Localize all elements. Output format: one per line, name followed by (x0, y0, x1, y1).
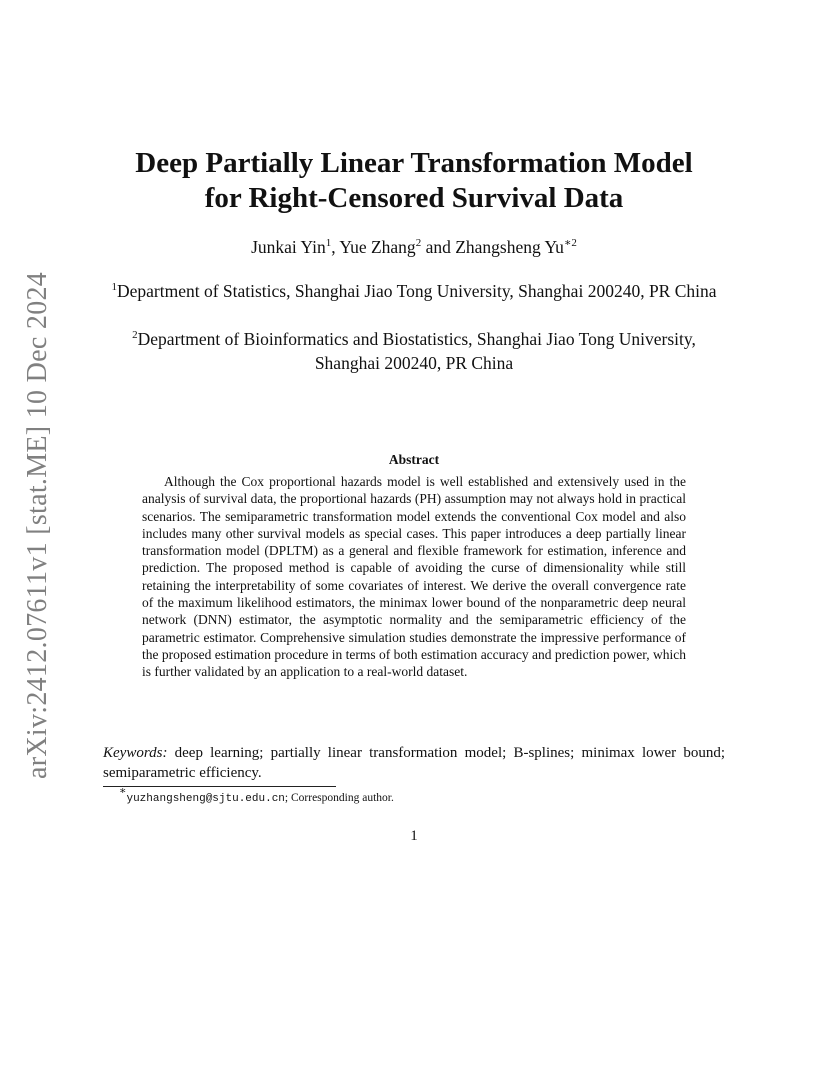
footnote-email[interactable]: yuzhangsheng@sjtu.edu.cn (126, 793, 285, 805)
affiliation-mark: 2 (132, 329, 138, 341)
footnote (119, 785, 394, 807)
arxiv-identifier: arXiv:2412.07611v1 [stat.ME] 10 Dec 2024 (22, 271, 53, 779)
footnote-text: ; Corresponding author. (284, 792, 394, 804)
author-name: Junkai Yin (251, 237, 326, 257)
footnote-rule (103, 786, 336, 787)
abstract-heading: Abstract (388, 452, 440, 467)
author-separator: and (421, 237, 456, 257)
title-line-1: Deep Partially Linear Transformation Model (135, 147, 693, 179)
page-number: 1 (410, 828, 418, 844)
author-separator: , (331, 237, 340, 257)
keywords-text: deep learning; partially linear transformation model; B-splines; minimax lower bound; semiparametric efficiency. (103, 745, 725, 781)
footnote-mark: ∗ (119, 785, 127, 797)
author-list (90, 236, 738, 258)
author-name: Zhangsheng Yu (455, 237, 564, 257)
keywords-label: Keywords: (103, 745, 168, 761)
affiliation-text: Department of Bioinformatics and Biostatistics, Shanghai Jiao Tong University, Shanghai 200240, PR China (137, 329, 696, 373)
affiliation-text: Department of Statistics, Shanghai Jiao Tong University, Shanghai 200240, PR China (116, 281, 717, 301)
affiliation-1 (110, 279, 718, 303)
affiliation-2 (110, 327, 718, 375)
author-affil-mark: 1 (325, 237, 332, 249)
author-name: Yue Zhang (339, 237, 416, 257)
paper-title (90, 146, 738, 216)
title-line-2: for Right-Censored Survival Data (204, 182, 624, 214)
abstract-body: Although the Cox proportional hazards model is well established and extensively used in the analysis of survival data, the proportional hazards (PH) assumption may not always hold in practical scenarios. The semiparametric transformation model extends the conventional Cox model and also includes many other survival models as special cases. This paper introduces a deep partially linear transformation model (DPLTM) as a general and flexible framework for estimation, inference and prediction. The proposed method is capable of avoiding the curse of dimensionality while still retaining the interpretability of some covariates of interest. We derive the overall convergence rate of the maximum likelihood estimators, the minimax lower bound of the nonparametric deep neural network (DNN) estimator, the asymptotic normality and the semiparametric efficiency of the parametric estimator. Comprehensive simulation studies demonstrate the impressive performance of the proposed estimation procedure in terms of both estimation accuracy and prediction power, which is further validated by an application to a real-world dataset. (142, 474, 686, 680)
keywords (103, 743, 725, 783)
affiliation-mark: 1 (111, 281, 117, 293)
author-affil-mark: ∗2 (563, 237, 577, 249)
author-affil-mark: 2 (415, 237, 422, 249)
